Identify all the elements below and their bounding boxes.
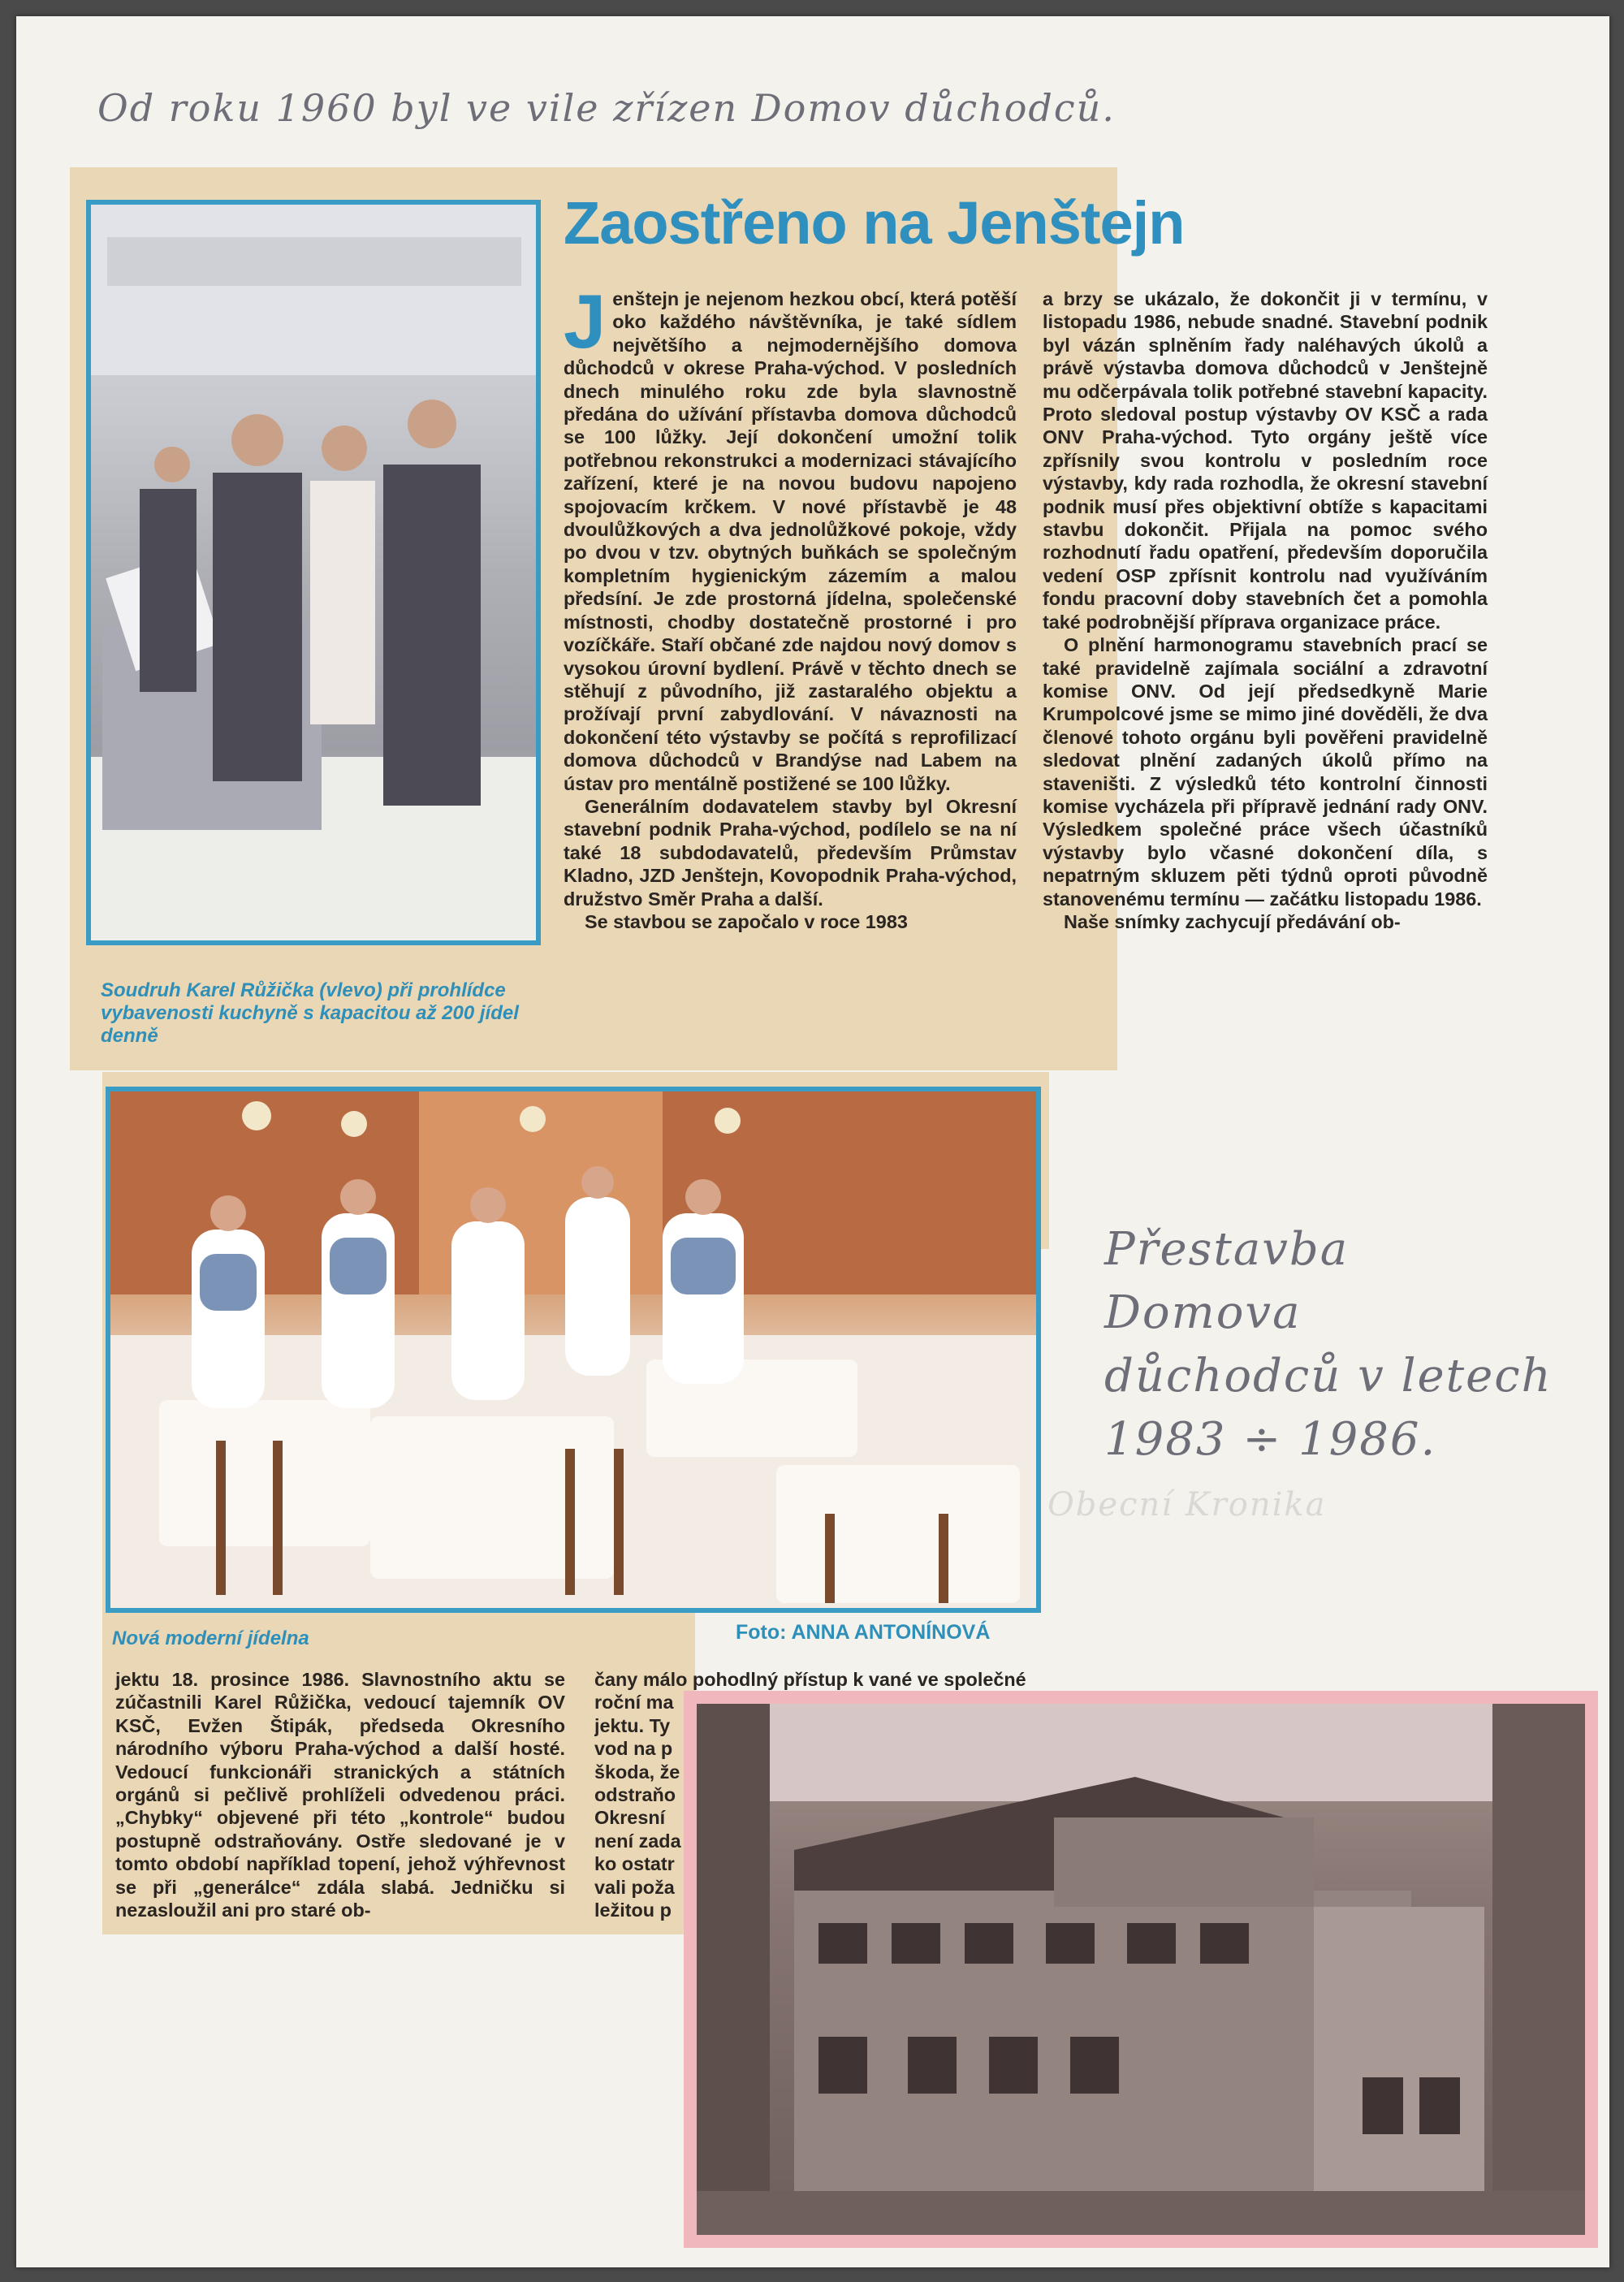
article-column-1 <box>564 279 1017 933</box>
building-photo <box>684 1691 1598 2248</box>
kitchen-photo <box>86 200 541 945</box>
paragraph: jektu 18. prosince 1986. Slavnostního aktu se zúčastnili Karel Růžička, vedoucí tajemník OV KSČ, Evžen Štipák, předseda Okresního národního výboru Praha-východ a další hosté. Vedoucí funkcionáři stranických a státních orgánů si pečlivě prohlíželi odvedenou práci. „Chybky“ objevené při této „kontrole“ budou postupně odstraňovány. Ostře sledované je v tomto období například topení, jehož výhřevnost se při „generálce“ zdála slabá. Jedničku si nezasloužil ani pro staré ob- <box>115 1669 565 1921</box>
text-line: ko ostatr <box>594 1853 675 1875</box>
text-line: Okresní <box>594 1807 666 1829</box>
text-line: ležitou p <box>594 1900 672 1921</box>
drop-cap: J <box>564 279 607 364</box>
handwritten-note-top: Od roku 1960 byl ve vile zřízen Domov důchodců. <box>97 86 1116 130</box>
text-line: vali poža <box>594 1876 675 1898</box>
handwritten-line: Přestavba Domova <box>1104 1223 1350 1339</box>
paragraph: Naše snímky zachycují předávání ob- <box>1064 910 1401 932</box>
paragraph: čany málo pohodlný přístup k vané ve společné <box>594 1669 1026 1690</box>
article-column-2 <box>1043 287 1488 933</box>
paragraph: a brzy se ukázalo, že dokončit ji v termínu, v listopadu 1986, nebude snadné. Stavební podnik byl vázán splněním řady naléhavých úkolů a právě výstavba domova důchodců v Jenštejně mu odčerpávala tolik potřebné stavební kapacity. Proto sledoval postup výstavby OV KSČ a rada ONV Praha-východ. Tyto orgány ještě více zpřísnily svou kontrolu v posledním roce výstavby, kdy rada rozhodla, že okresní stavební podnik musí přes objektivní obtíže s kapacitami stavbu dokončit. Přijala na pomoc svého rozhodnutí řadu opatření, především doporučila vedení OSP zpřísnit kontrolu nad využíváním fondu pracovní doby stavebních čet a pomohla také podrobnější příprava organizace práce. <box>1043 288 1488 633</box>
article-title: Zaostřeno na Jenštejn <box>564 189 1185 257</box>
text-line: škoda, že <box>594 1761 680 1783</box>
paragraph: Generálním dodavatelem stavby byl Okresní stavební podnik Praha-východ, podílelo se na ní také 18 subdodavatelů, především Průmstav Kladno, JZD Jenštejn, Kovopodnik Praha-východ, družstvo Směr Praha a další. <box>564 795 1017 910</box>
handwritten-note-right <box>1104 1218 1559 1472</box>
article-column-3 <box>115 1668 565 1921</box>
kitchen-photo-caption: Soudruh Karel Růžička (vlevo) při prohlídce vybavenosti kuchyně s kapacitou až 200 jídel denně <box>101 979 519 1047</box>
text-line: vod na p <box>594 1738 673 1760</box>
text-line: roční ma <box>594 1692 674 1714</box>
handwritten-line: důchodců v letech <box>1104 1350 1553 1402</box>
dining-hall-photo <box>106 1087 1041 1613</box>
paragraph: Se stavbou se započalo v roce 1983 <box>585 910 908 932</box>
paragraph: enštejn je nejenom hezkou obcí, která potěší oko každého návštěvníka, je také sídlem největšího a nejmodernějšího domova důchodců v okrese Praha-východ. V posledních dnech minulého roku zde byla slavnostně předána do užívání přístavba domova důchodců se 100 lůžky. Její dokončení umožní tolik potřebnou rekonstrukci a modernizaci stávajícího zařízení, které je na novou budovu napojeno spojovacím krčkem. V nové přístavbě je 48 dvoulůžkových a dva jednolůžkové pokoje, vždy po dvou v tzv. obytných buňkách se společným kompletním hygienickým zázemím a malou předsíní. Je zde prostorná jídelna, společenské místnosti, chodby dostatečně prostorné i pro vozíčkáře. Staří občané zde najdou nový domov s vysokou úrovní bydlení. Právě v těchto dnech se stěhují z původního, již zastaralého objektu a prožívají první zabydlování. V návaznosti na dokončení této výstavby se počítá s reprofilizací domova důchodců v Brandýse nad Labem na ústav pro mentálně postižené se 100 lůžky. <box>564 288 1017 794</box>
text-line: odstraňo <box>594 1784 676 1806</box>
faint-offset-text: Obecní Kronika <box>1047 1486 1327 1523</box>
text-line: není zada <box>594 1830 681 1852</box>
photo-credit: Foto: ANNA ANTONÍNOVÁ <box>736 1621 991 1644</box>
dining-photo-caption: Nová moderní jídelna <box>112 1627 309 1649</box>
text-line: jektu. Ty <box>594 1714 671 1736</box>
handwritten-line: 1983 ÷ 1986. <box>1104 1413 1437 1466</box>
building-photo-image <box>697 1704 1585 2235</box>
album-page <box>16 16 1609 2267</box>
paragraph: O plnění harmonogramu stavebních prací se také pravidelně zajímala sociální a zdravotní komise ONV. Od její předsedkyně Marie Krumpolcové jsme se mimo jiné dověděli, že dva členové tohoto orgánu byli pověřeni pravidelně sledovat plnění zadaných úkolů přímo na staveništi. Z výsledků této kontrolní činnosti komise vycházela při přípravě jednání rady ONV. Výsledkem společné práce všech účastníků výstavby bylo včasné dokončení díla, s nepatrným skluzem pěti týdnů oproti původně stanovenému termínu — začátku listopadu 1986. <box>1043 634 1488 910</box>
